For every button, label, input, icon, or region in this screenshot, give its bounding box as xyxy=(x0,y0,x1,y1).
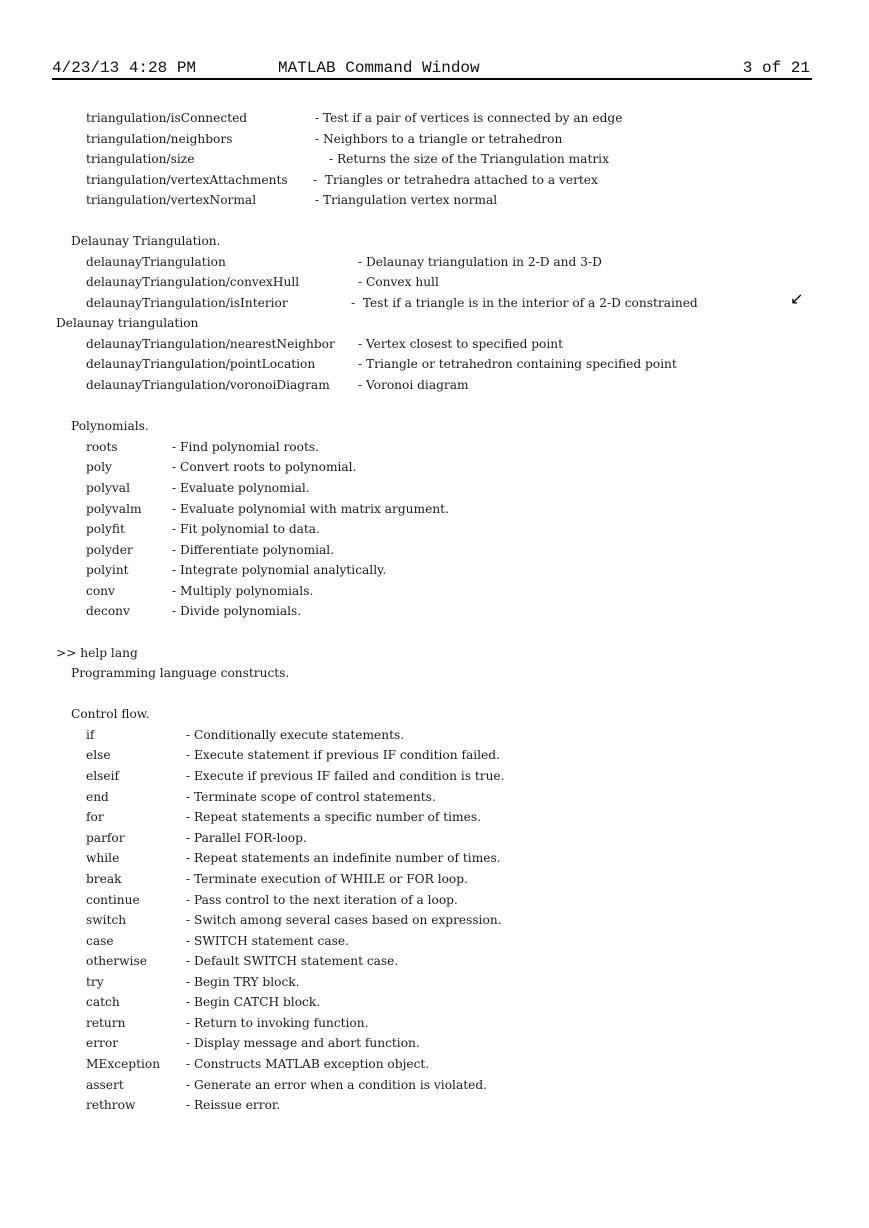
function-name: polyfit xyxy=(86,522,125,536)
list-item xyxy=(86,933,349,949)
function-name: otherwise xyxy=(86,954,147,968)
function-name: polyint xyxy=(86,563,129,577)
function-description: - Return to invoking function. xyxy=(186,1016,369,1030)
list-item xyxy=(86,1077,487,1093)
function-description: - Multiply polynomials. xyxy=(172,584,314,598)
function-name: poly xyxy=(86,460,112,474)
function-description: - Repeat statements an indefinite number of times. xyxy=(186,851,501,865)
function-description: - Triangles or tetrahedra attached to a vertex xyxy=(313,173,598,187)
function-description: - Voronoi diagram xyxy=(358,378,469,392)
list-item xyxy=(86,562,387,578)
function-name: rethrow xyxy=(86,1098,136,1112)
list-item xyxy=(86,439,319,455)
list-item xyxy=(86,151,609,167)
function-description: - Generate an error when a condition is violated. xyxy=(186,1078,487,1092)
list-item xyxy=(86,542,335,558)
function-description: - Evaluate polynomial with matrix argument. xyxy=(172,502,449,516)
function-name: break xyxy=(86,872,122,886)
header-datetime: 4/23/13 4:28 PM xyxy=(52,59,197,77)
list-item xyxy=(86,912,502,928)
function-name: try xyxy=(86,975,104,989)
function-description: - Repeat statements a specific number of times. xyxy=(186,810,481,824)
list-item xyxy=(86,603,302,619)
function-description: - SWITCH statement case. xyxy=(186,934,349,948)
header-rule xyxy=(52,78,812,80)
function-description: - Conditionally execute statements. xyxy=(186,728,405,742)
function-name: triangulation/vertexAttachments xyxy=(86,173,288,187)
list-item xyxy=(86,521,320,537)
list-item xyxy=(86,131,563,147)
wrapped-text: Delaunay triangulation xyxy=(56,316,199,330)
function-description: - Convert roots to polynomial. xyxy=(172,460,357,474)
list-item xyxy=(86,459,357,475)
list-item xyxy=(86,172,598,188)
function-description: - Find polynomial roots. xyxy=(172,440,319,454)
function-description: - Pass control to the next iteration of a loop. xyxy=(186,893,458,907)
function-description: - Default SWITCH statement case. xyxy=(186,954,399,968)
header-page-number: 3 of 21 xyxy=(742,59,810,77)
function-description: - Terminate scope of control statements. xyxy=(186,790,436,804)
list-item xyxy=(86,356,677,372)
function-description: - Switch among several cases based on expression. xyxy=(186,913,502,927)
function-description: - Triangle or tetrahedron containing specified point xyxy=(358,357,677,371)
function-name: MException xyxy=(86,1057,161,1071)
list-item xyxy=(86,789,436,805)
function-description: - Delaunay triangulation in 2-D and 3-D xyxy=(358,255,602,269)
list-item xyxy=(86,1056,430,1072)
function-description: - Execute statement if previous IF condition failed. xyxy=(186,748,500,762)
function-description: - Reissue error. xyxy=(186,1098,281,1112)
list-item xyxy=(86,768,505,784)
function-description: - Parallel FOR-loop. xyxy=(186,831,307,845)
function-description: - Convex hull xyxy=(358,275,439,289)
function-name: triangulation/isConnected xyxy=(86,111,248,125)
list-item xyxy=(86,727,405,743)
line-continuation-icon: ↙ xyxy=(790,289,804,308)
list-item xyxy=(86,336,564,352)
function-name: error xyxy=(86,1036,119,1050)
function-description: - Evaluate polynomial. xyxy=(172,481,310,495)
list-item xyxy=(86,377,469,393)
function-name: catch xyxy=(86,995,120,1009)
function-description: - Divide polynomials. xyxy=(172,604,302,618)
function-name: case xyxy=(86,934,114,948)
header-title: MATLAB Command Window xyxy=(278,59,480,77)
function-description: - Constructs MATLAB exception object. xyxy=(186,1057,430,1071)
function-description: - Display message and abort function. xyxy=(186,1036,420,1050)
function-name: roots xyxy=(86,440,118,454)
function-name: delaunayTriangulation/voronoiDiagram xyxy=(86,378,330,392)
list-item xyxy=(86,892,458,908)
list-item xyxy=(86,747,500,763)
function-description: - Differentiate polynomial. xyxy=(172,543,335,557)
list-item xyxy=(86,192,498,208)
list-item xyxy=(86,850,501,866)
function-name: triangulation/size xyxy=(86,152,195,166)
function-description: - Test if a pair of vertices is connected by an edge xyxy=(315,111,623,125)
list-item xyxy=(86,830,307,846)
list-item xyxy=(86,480,310,496)
list-item xyxy=(86,871,468,887)
list-item xyxy=(86,274,439,290)
list-item xyxy=(86,1097,281,1113)
list-item xyxy=(86,1035,420,1051)
function-description: - Returns the size of the Triangulation matrix xyxy=(329,152,609,166)
list-item xyxy=(86,974,300,990)
function-name: deconv xyxy=(86,604,130,618)
function-name: delaunayTriangulation/convexHull xyxy=(86,275,300,289)
function-name: end xyxy=(86,790,109,804)
list-item xyxy=(86,110,623,126)
function-description: - Neighbors to a triangle or tetrahedron xyxy=(315,132,563,146)
function-name: if xyxy=(86,728,95,742)
function-description: - Begin TRY block. xyxy=(186,975,300,989)
list-item xyxy=(86,583,314,599)
function-name: continue xyxy=(86,893,140,907)
list-item xyxy=(86,501,449,517)
function-name: polyval xyxy=(86,481,130,495)
function-name: conv xyxy=(86,584,115,598)
function-description: - Vertex closest to specified point xyxy=(358,337,564,351)
function-name: else xyxy=(86,748,111,762)
function-description: - Test if a triangle is in the interior of a 2-D constrained xyxy=(351,296,698,310)
function-description: - Begin CATCH block. xyxy=(186,995,321,1009)
section-heading: Control flow. xyxy=(71,707,150,721)
list-item xyxy=(86,1015,369,1031)
section-heading: Delaunay Triangulation. xyxy=(71,234,221,248)
function-description: - Execute if previous IF failed and condition is true. xyxy=(186,769,505,783)
function-name: delaunayTriangulation/nearestNeighbor xyxy=(86,337,335,351)
function-name: switch xyxy=(86,913,127,927)
list-item xyxy=(86,953,399,969)
function-name: polyvalm xyxy=(86,502,142,516)
function-name: triangulation/vertexNormal xyxy=(86,193,257,207)
function-name: elseif xyxy=(86,769,119,783)
function-name: assert xyxy=(86,1078,124,1092)
page-header xyxy=(52,58,812,78)
function-name: delaunayTriangulation/isInterior xyxy=(86,296,288,310)
function-name: delaunayTriangulation xyxy=(86,255,226,269)
command-prompt: >> help lang xyxy=(56,646,138,660)
section-heading: Programming language constructs. xyxy=(71,666,290,680)
function-description: - Integrate polynomial analytically. xyxy=(172,563,387,577)
list-item xyxy=(86,809,481,825)
function-name: return xyxy=(86,1016,126,1030)
list-item xyxy=(86,254,602,270)
function-name: parfor xyxy=(86,831,125,845)
function-description: - Fit polynomial to data. xyxy=(172,522,320,536)
function-description: - Triangulation vertex normal xyxy=(315,193,498,207)
function-description: - Terminate execution of WHILE or FOR loop. xyxy=(186,872,468,886)
function-name: for xyxy=(86,810,104,824)
section-heading: Polynomials. xyxy=(71,419,149,433)
list-item xyxy=(86,295,698,311)
list-item xyxy=(86,994,321,1010)
function-name: polyder xyxy=(86,543,133,557)
function-name: while xyxy=(86,851,120,865)
function-name: delaunayTriangulation/pointLocation xyxy=(86,357,316,371)
function-name: triangulation/neighbors xyxy=(86,132,233,146)
